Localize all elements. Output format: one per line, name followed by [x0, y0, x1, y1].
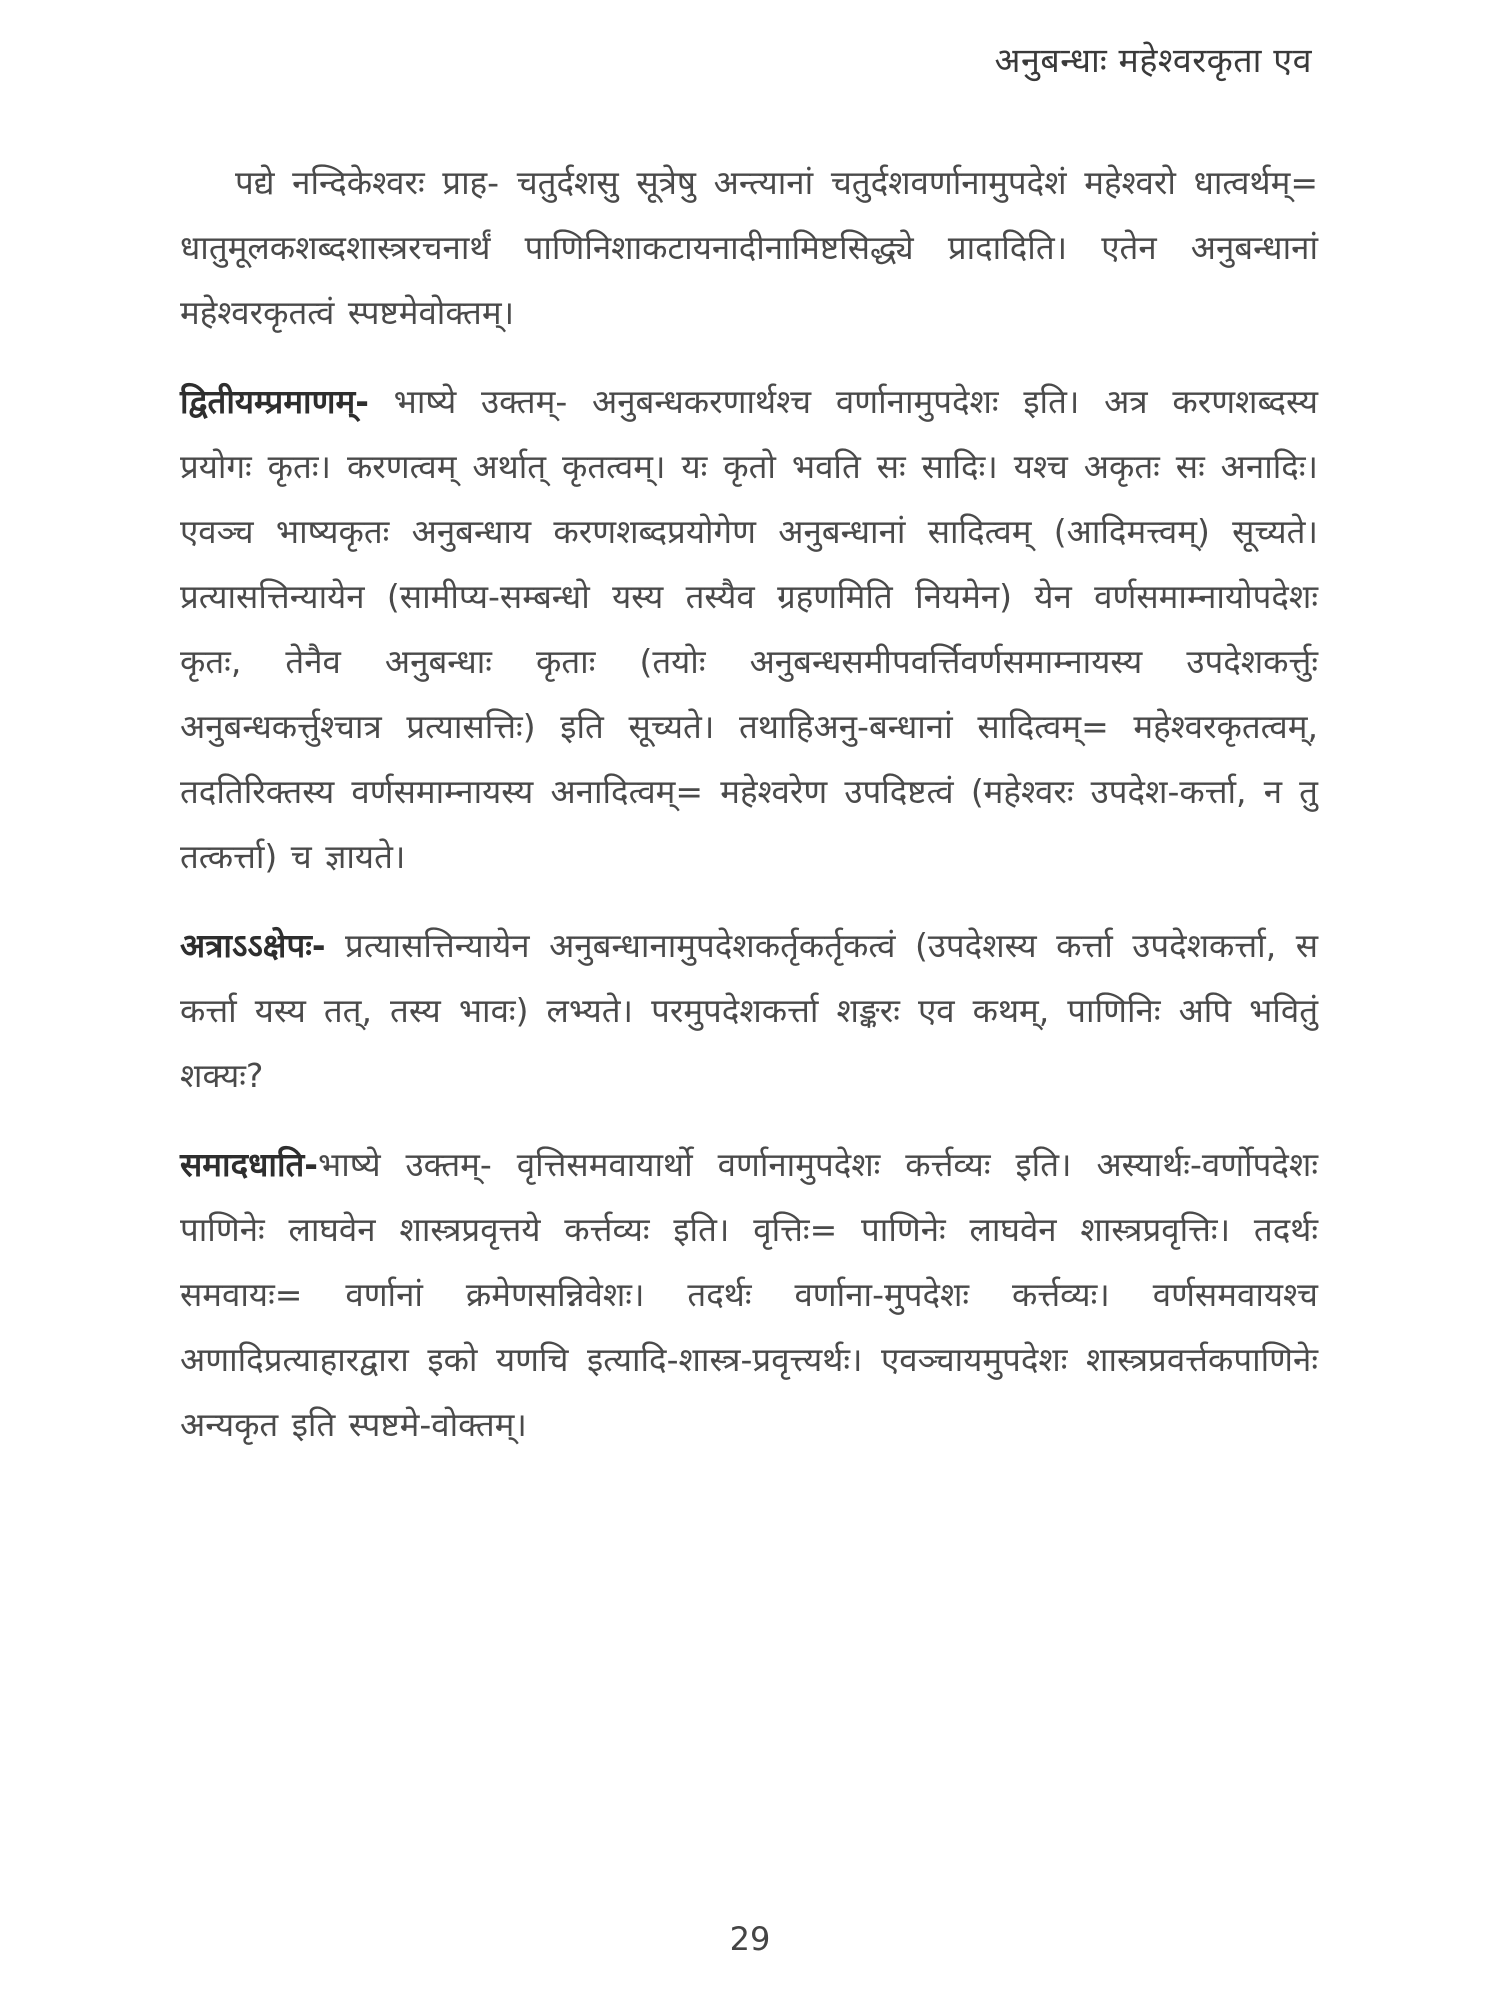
running-header: अनुबन्धाः महेश्वरकृता एव [994, 41, 1312, 81]
paragraph-4-heading: समादधाति- [180, 1145, 319, 1184]
paragraph-2-heading: द्वितीयम्प्रमाणम्- [180, 382, 369, 421]
paragraph-2-text: भाष्ये उक्तम्- अनुबन्धकरणार्थश्च वर्णानामुपदेशः इति। अत्र करणशब्दस्य प्रयोगः कृतः। करणत्वम् अर्थात् कृतत्वम्। यः कृतो भवति सः सादिः। यश्च अकृतः सः अनादिः। एवञ्च भाष्यकृतः अनुबन्धाय करणशब्दप्रयोगेण अनुबन्धानां सादित्वम् (आदिमत्त्वम्) सूच्यते। प्रत्यासत्तिन्यायेन (सामीप्य-सम्बन्धो यस्य तस्यैव ग्रहणमिति नियमेन) येन वर्णसमाम्नायोपदेशः कृतः, तेनैव अनुबन्धाः कृताः (तयोः अनुबन्धसमीपवर्त्तिवर्णसमाम्नायस्य उपदेशकर्त्तुः अनुबन्धकर्त्तुश्चात्र प्रत्यासत्तिः) इति सूच्यते। तथाहिअनु-बन्धानां सादित्वम्= महेश्वरकृतत्वम्, तदतिरिक्तस्य वर्णसमाम्नायस्य अनादित्वम्= महेश्वरेण उपदिष्टत्वं (महेश्वरः उपदेश-कर्त्ता, न तु तत्कर्त्ता) च ज्ञायते। [180, 382, 1318, 876]
paragraph-1-text: पद्ये नन्दिकेश्वरः प्राह- चतुर्दशसु सूत्रेषु अन्त्यानां चतुर्दशवर्णानामुपदेशं महेश्वरो धात्वर्थम्= धातुमूलकशब्दशास्त्ररचनार्थं पाणिनिशाकटायनादीनामिष्टसिद्ध्ये प्रादादिति। एतेन अनुबन्धानां महेश्वरकृतत्वं स्पष्टमेवोक्तम्। [180, 163, 1318, 332]
page-number: 29 [729, 1920, 771, 1958]
page-body [180, 150, 1318, 1481]
paragraph-2 [180, 369, 1318, 889]
paragraph-1 [180, 150, 1318, 345]
header-divider [760, 96, 1320, 97]
paragraph-4-text: भाष्ये उक्तम्- वृत्तिसमवायार्थो वर्णानामुपदेशः कर्त्तव्यः इति। अस्यार्थः-वर्णोपदेशः पाणिनेः लाघवेन शास्त्रप्रवृत्तये कर्त्तव्यः इति। वृत्तिः= पाणिनेः लाघवेन शास्त्रप्रवृत्तिः। तदर्थः समवायः= वर्णानां क्रमेणसन्निवेशः। तदर्थः वर्णाना-मुपदेशः कर्त्तव्यः। वर्णसमवायश्च अणादिप्रत्याहारद्वारा इको यणचि इत्यादि-शास्त्र-प्रवृत्त्यर्थः। एवञ्चायमुपदेशः शास्त्रप्रवर्त्तकपाणिनेः अन्यकृत इति स्पष्टमे-वोक्तम्। [180, 1145, 1318, 1444]
paragraph-4 [180, 1132, 1318, 1457]
paragraph-3 [180, 913, 1318, 1108]
paragraph-3-text: प्रत्यासत्तिन्यायेन अनुबन्धानामुपदेशकर्तृकर्तृकत्वं (उपदेशस्य कर्त्ता उपदेशकर्त्ता, स कर्त्ता यस्य तत्, तस्य भावः) लभ्यते। परमुपदेशकर्त्ता शङ्करः एव कथम्, पाणिनिः अपि भवितुं शक्यः? [180, 926, 1318, 1095]
paragraph-3-heading: अत्राऽऽक्षेपः- [180, 926, 326, 965]
